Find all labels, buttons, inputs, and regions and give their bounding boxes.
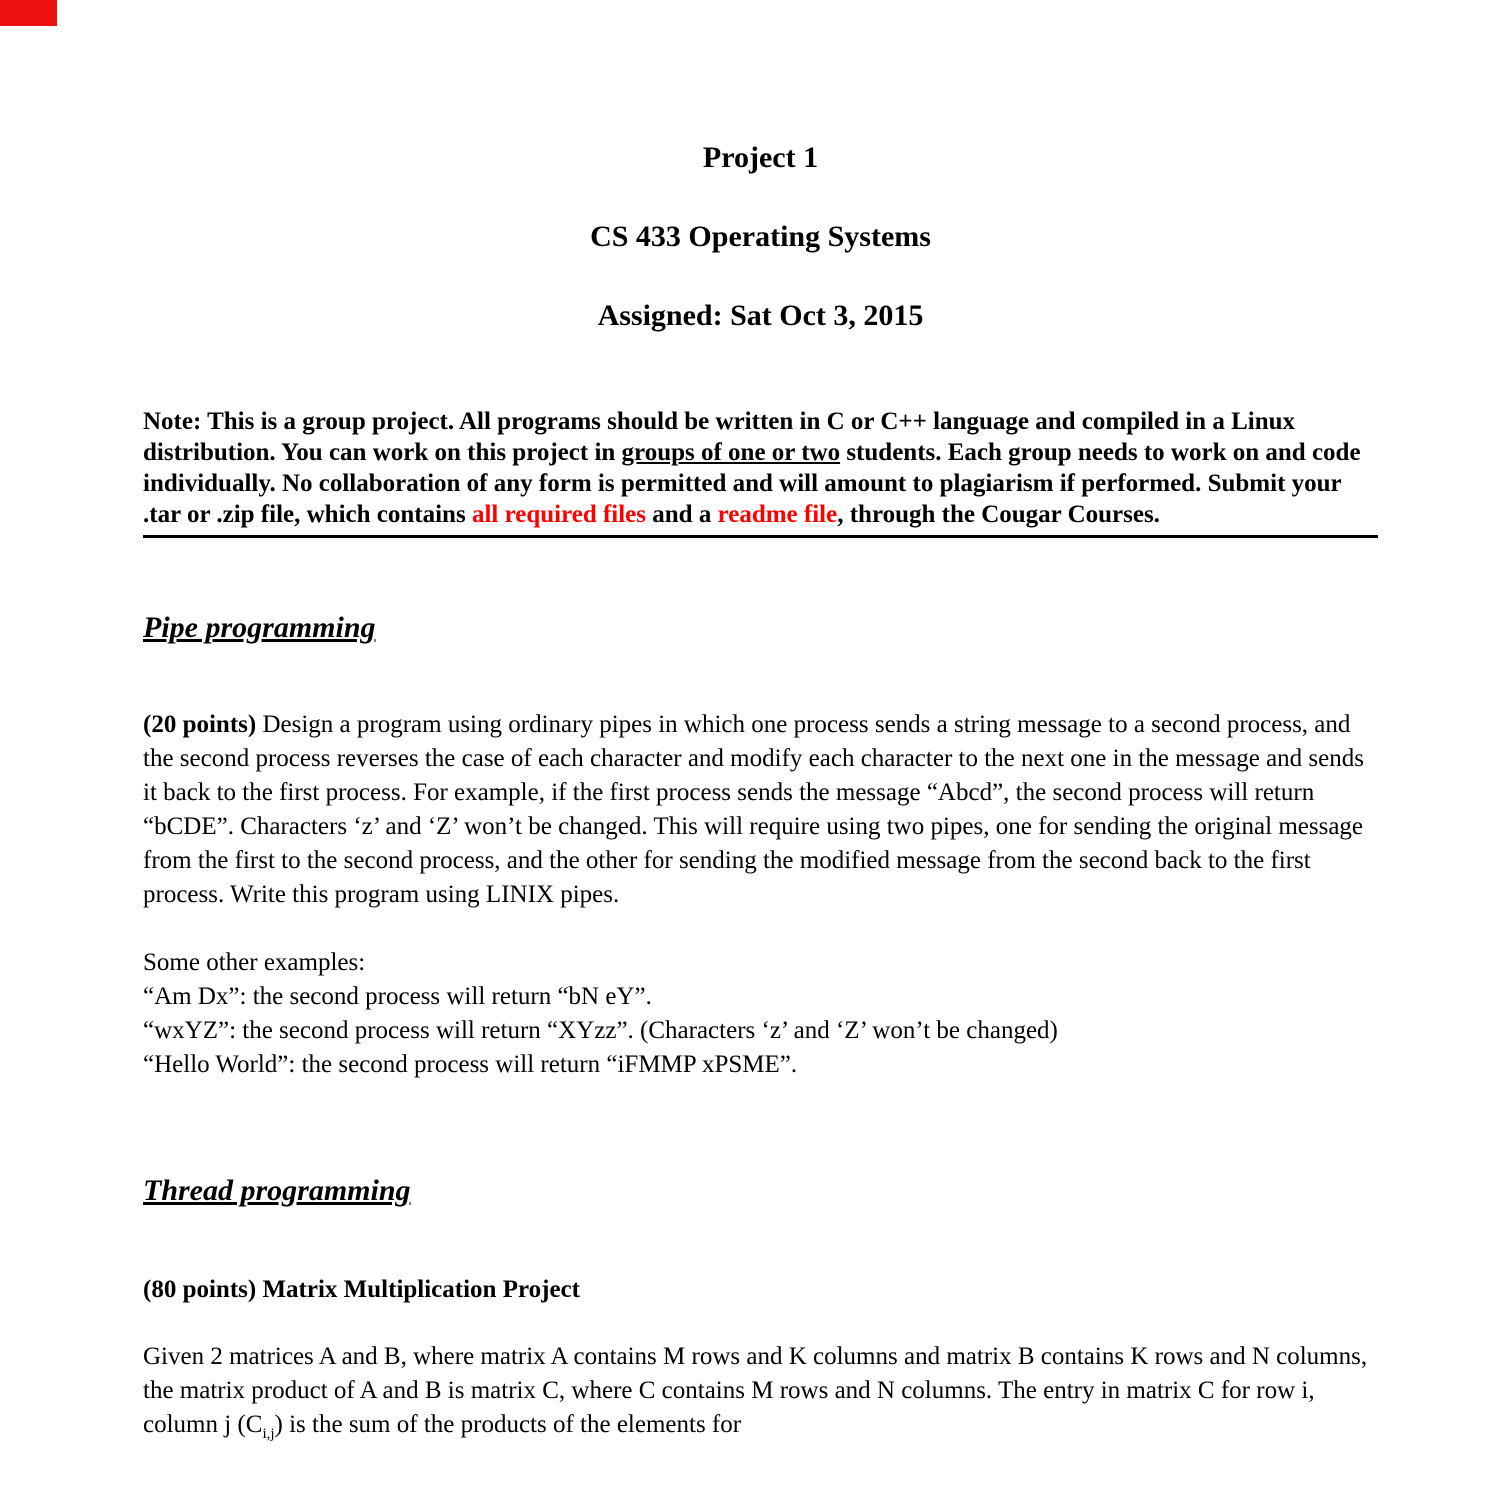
- thread-body-text: Given 2 matrices A and B, where matrix A contains M rows and K columns and matrix B contains K rows and N columns, the matrix product of A and B is matrix C, where C contains M rows and N columns. The entry in matrix C for row i, column j (C: [143, 1343, 1368, 1438]
- examples-block: [143, 946, 1378, 1082]
- example-line: “Hello World”: the second process will return “iFMMP xPSME”.: [143, 1051, 798, 1078]
- pipe-points-label: (20 points): [143, 711, 257, 738]
- section-heading-pipe-programming: [143, 610, 1378, 646]
- divider-rule: [143, 535, 1378, 538]
- pipe-paragraph: [143, 708, 1378, 912]
- doc-title: Project 1: [702, 141, 819, 174]
- note-segment: Note: This is a group project. All programs should be written in C or C++ language and compiled in a Linux distribution. You can work on this project in: [143, 408, 1296, 466]
- doc-course: CS 433 Operating Systems: [590, 220, 931, 253]
- thread-paragraph: [143, 1340, 1378, 1442]
- note-segment-red: all required files: [471, 501, 647, 528]
- note-segment: students. Each group needs to work on and code individually. No collaboration of any form is permitted and will amount to plagiarism if performed. Submit your .tar or .zip file, which contains: [143, 439, 1361, 528]
- note-segment-red: readme file: [717, 501, 838, 528]
- thread-body-text-after: ) is the sum of the products of the elements for: [274, 1411, 742, 1438]
- doc-assigned-date: Assigned: Sat Oct 3, 2015: [597, 299, 924, 332]
- note-segment: , through the Cougar Courses.: [837, 501, 1160, 528]
- pipe-body-text: Design a program using ordinary pipes in which one process sends a string message to a second process, and the second process reverses the case of each character and modify each character to the next one in the message and sends it back to the first process. For example, if the first process sends the message “Abcd”, the second process will return “bCDE”. Characters ‘z’ and ‘Z’ won’t be changed. This will require using two pipes, one for sending the original message from the first to the second process, and the other for sending the modified message from the second back to the first process. Write this program using LINIX pipes.: [143, 711, 1364, 908]
- section-heading-thread-programming: [143, 1173, 1378, 1209]
- note-paragraph: [143, 406, 1378, 530]
- thread-subheading: (80 points) Matrix Multiplication Project: [143, 1276, 580, 1303]
- matrix-subscript: i,j: [262, 1426, 275, 1442]
- examples-label: Some other examples:: [143, 949, 366, 976]
- section-heading-pipe-text: Pipe programming: [143, 611, 376, 644]
- example-line: “wxYZ”: the second process will return “XYzz”. (Characters ‘z’ and ‘Z’ won’t be changed): [143, 1017, 1058, 1044]
- example-line: “Am Dx”: the second process will return “bN eY”.: [143, 983, 652, 1010]
- title-block: [143, 140, 1378, 334]
- note-segment: and a: [646, 501, 718, 528]
- section-heading-thread-text: Thread programming: [143, 1174, 411, 1207]
- note-segment-underlined: groups of one or two: [621, 439, 841, 466]
- page-corner-red-mark: [0, 0, 57, 26]
